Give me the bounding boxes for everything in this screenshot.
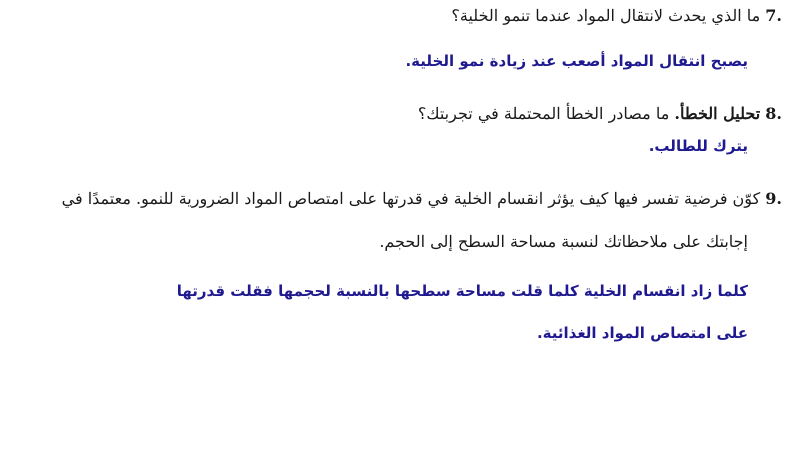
answer-9-line2: على امتصاص المواد الغذائية. [536, 324, 748, 342]
question-7 [451, 6, 782, 25]
question-label: تحليل الخطأ. [674, 104, 761, 123]
question-number: .7 [765, 6, 782, 25]
question-8 [418, 104, 782, 123]
answer-9-line1: كلما زاد انقسام الخلية كلما قلت مساحة سطحها بالنسبة لحجمها فقلت قدرتها [176, 282, 748, 300]
question-text: ما الذي يحدث لانتقال المواد عندما تنمو الخلية؟ [451, 6, 761, 25]
question-text-line2: إجابتك على ملاحظاتك لنسبة مساحة السطح إلى الحجم. [379, 232, 748, 251]
answer-8: يترك للطالب. [648, 137, 748, 155]
question-9 [62, 189, 782, 208]
question-number: .8 [765, 104, 782, 123]
question-text: ما مصادر الخطأ المحتملة في تجربتك؟ [417, 104, 670, 123]
question-number: .9 [765, 189, 782, 208]
answer-7: يصبح انتقال المواد أصعب عند زيادة نمو الخلية. [405, 52, 748, 70]
question-text-line1: كوّن فرضية تفسر فيها كيف يؤثر انقسام الخلية في قدرتها على امتصاص المواد الضرورية للنمو. معتمدًا في [61, 189, 761, 208]
